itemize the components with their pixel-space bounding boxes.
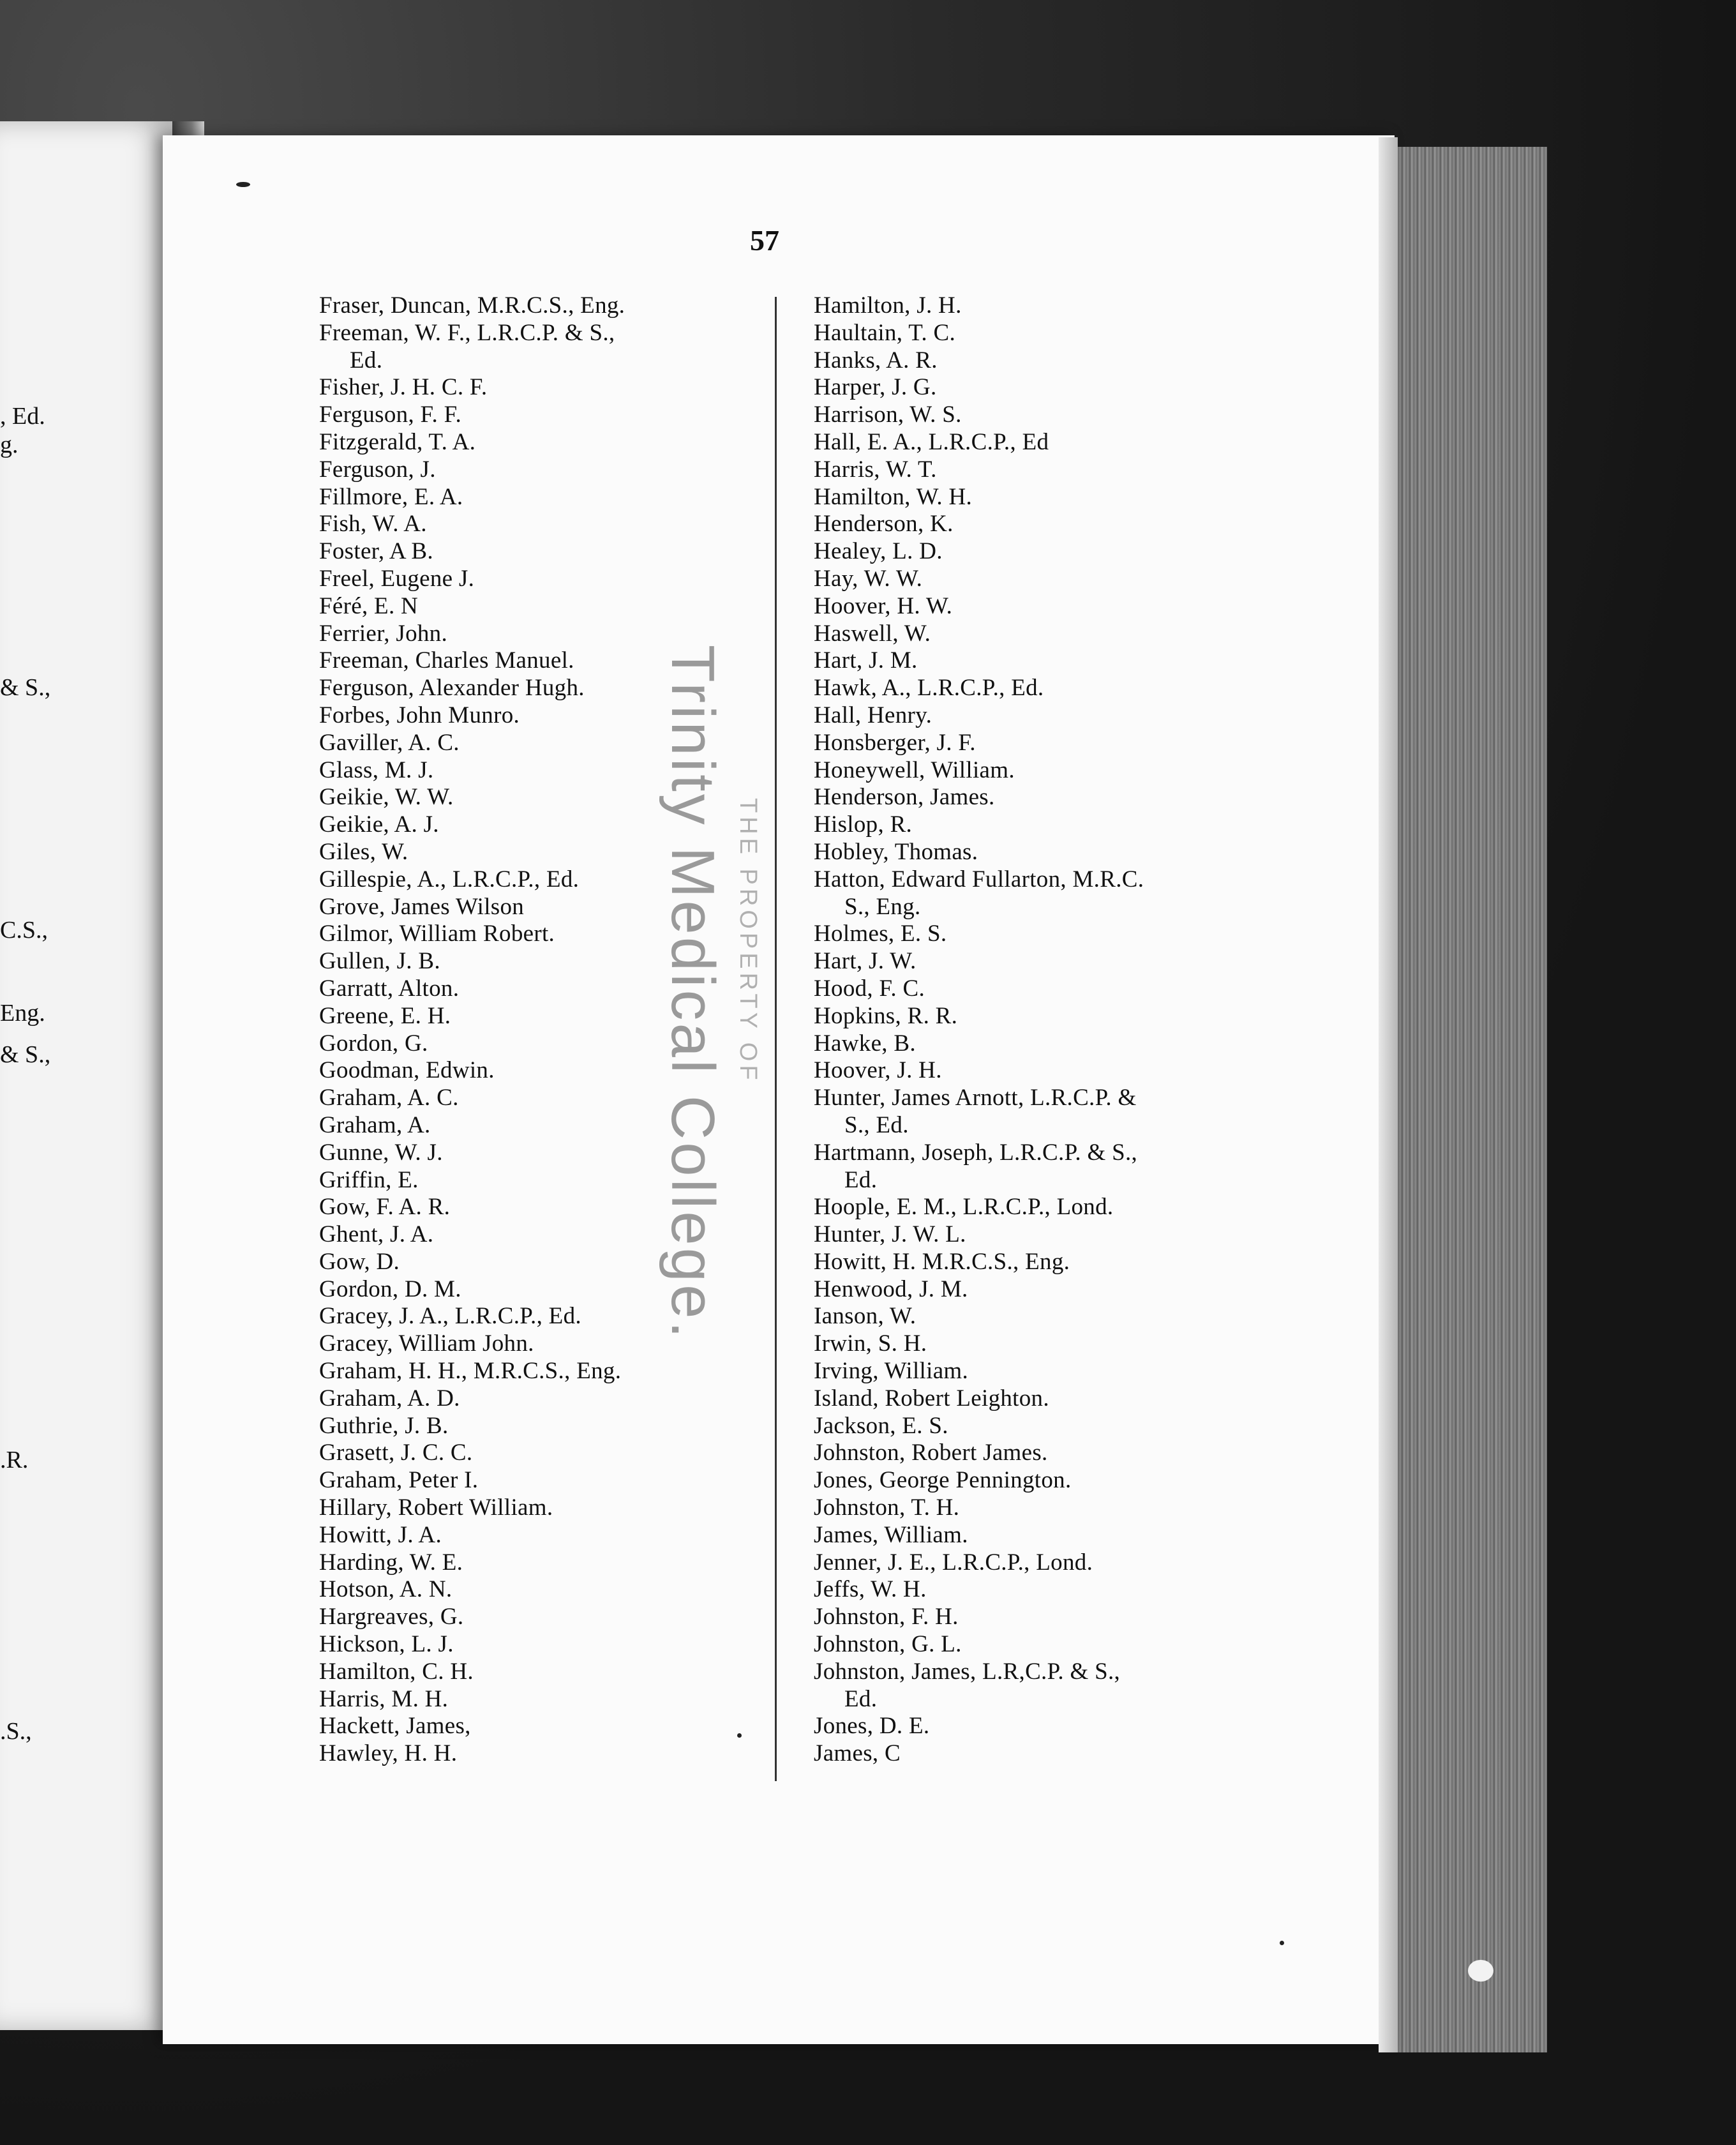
directory-entry: Honsberger, J. F. — [814, 729, 976, 756]
directory-entry: Howitt, J. A. — [319, 1521, 442, 1548]
directory-entry: Haultain, T. C. — [814, 319, 956, 346]
directory-entry: Hamilton, W. H. — [814, 483, 973, 510]
directory-entry: Giles, W. — [319, 838, 408, 865]
directory-entry: Holmes, E. S. — [814, 921, 947, 947]
directory-entry: S., Ed. — [844, 1111, 909, 1138]
page-number: 57 — [750, 224, 779, 257]
directory-entry: Hay, W. W. — [814, 565, 923, 592]
directory-entry: Ferguson, J. — [319, 456, 436, 483]
directory-entry: Johnston, T. H. — [814, 1494, 960, 1521]
directory-entry: Hopkins, R. R. — [814, 1002, 958, 1029]
directory-entry: Harding, W. E. — [319, 1549, 463, 1576]
ink-speck — [737, 1733, 742, 1738]
ink-speck — [1280, 1941, 1284, 1945]
directory-entry: Graham, A. C. — [319, 1085, 459, 1111]
directory-entry: Gillespie, A., L.R.C.P., Ed. — [319, 866, 580, 892]
directory-entry: Hunter, J. W. L. — [814, 1221, 966, 1248]
directory-entry: Hart, J. W. — [814, 948, 917, 975]
left-fragment: C.S., — [0, 917, 48, 944]
directory-entry: Howitt, H. M.R.C.S., Eng. — [814, 1248, 1070, 1275]
directory-entry: Hall, Henry. — [814, 702, 932, 728]
page-fore-edge — [1388, 147, 1547, 2052]
directory-entry: Jenner, J. E., L.R.C.P., Lond. — [814, 1549, 1093, 1576]
directory-entry: Haswell, W. — [814, 620, 931, 647]
directory-entry: James, C — [814, 1740, 901, 1767]
directory-entry: Healey, L. D. — [814, 538, 943, 565]
directory-entry: Fish, W. A. — [319, 511, 427, 538]
directory-entry: Fraser, Duncan, M.R.C.S., Eng. — [319, 292, 625, 319]
directory-entry: Ferrier, John. — [319, 620, 448, 647]
directory-entry: Ferguson, F. F. — [319, 402, 462, 428]
directory-entry: Ed. — [844, 1166, 878, 1193]
directory-entry: Henwood, J. M. — [814, 1276, 968, 1302]
directory-entry: Irwin, S. H. — [814, 1330, 927, 1357]
directory-entry: Hamilton, J. H. — [814, 292, 962, 319]
directory-entry: S., Eng. — [844, 893, 921, 920]
directory-entry: Forbes, John Munro. — [319, 702, 520, 728]
directory-entry: Fillmore, E. A. — [319, 483, 463, 510]
directory-entry: Gracey, J. A., L.R.C.P., Ed. — [319, 1303, 581, 1330]
directory-entry: Goodman, Edwin. — [319, 1057, 495, 1084]
directory-entry: Greene, E. H. — [319, 1002, 451, 1029]
directory-entry: Garratt, Alton. — [319, 975, 460, 1002]
directory-entry: Gracey, William John. — [319, 1330, 534, 1357]
directory-entry: Gaviller, A. C. — [319, 729, 460, 756]
directory-entry: Ed. — [350, 347, 383, 373]
directory-entry: Hawley, H. H. — [319, 1740, 458, 1767]
directory-entry: Gordon, D. M. — [319, 1276, 461, 1302]
directory-entry: Hunter, James Arnott, L.R.C.P. & — [814, 1085, 1137, 1111]
directory-entry: Gullen, J. B. — [319, 948, 440, 975]
directory-entry: Johnston, Robert James. — [814, 1440, 1048, 1466]
directory-entry: Henderson, James. — [814, 784, 995, 811]
directory-entry: Harper, J. G. — [814, 374, 937, 401]
directory-entry: Harris, W. T. — [814, 456, 937, 483]
directory-entry: Griffin, E. — [319, 1166, 419, 1193]
directory-entry: Gunne, W. J. — [319, 1139, 443, 1166]
directory-entry: Graham, A. — [319, 1111, 431, 1138]
directory-entry: Grasett, J. C. C. — [319, 1440, 473, 1466]
directory-entry: Hackett, James, — [319, 1713, 471, 1740]
directory-entry: Gilmor, William Robert. — [319, 921, 555, 947]
directory-entry: Johnston, James, L.R,C.P. & S., — [814, 1658, 1121, 1685]
ink-mark — [236, 182, 250, 187]
directory-entry: Ferguson, Alexander Hugh. — [319, 675, 585, 702]
library-stamp — [657, 645, 785, 1341]
directory-entry: Hillary, Robert William. — [319, 1494, 553, 1521]
previous-page-fragment — [0, 121, 176, 2030]
left-fragment: g. — [0, 432, 19, 458]
directory-entry: Henderson, K. — [814, 511, 954, 538]
directory-entry: Jackson, E. S. — [814, 1412, 948, 1439]
directory-entry: Hatton, Edward Fullarton, M.R.C. — [814, 866, 1144, 892]
directory-entry: Jones, George Pennington. — [814, 1467, 1072, 1494]
directory-entry: Fitzgerald, T. A. — [319, 428, 476, 455]
left-fragment: .R. — [0, 1447, 29, 1473]
directory-entry: Hickson, L. J. — [319, 1631, 454, 1658]
directory-entry: Guthrie, J. B. — [319, 1412, 449, 1439]
directory-entry: Graham, H. H., M.R.C.S., Eng. — [319, 1358, 622, 1385]
directory-entry: Jeffs, W. H. — [814, 1576, 927, 1603]
directory-entry: Geikie, A. J. — [319, 811, 439, 838]
directory-entry: Hoople, E. M., L.R.C.P., Lond. — [814, 1194, 1114, 1221]
directory-entry: Hartmann, Joseph, L.R.C.P. & S., — [814, 1139, 1138, 1166]
left-fragment: & S., — [0, 674, 51, 701]
directory-entry: Hawke, B. — [814, 1030, 916, 1057]
directory-entry: Gow, F. A. R. — [319, 1194, 451, 1221]
directory-entry: Jones, D. E. — [814, 1713, 930, 1740]
directory-entry: Ed. — [844, 1685, 878, 1712]
directory-entry: Foster, A B. — [319, 538, 433, 565]
directory-entry: Freel, Eugene J. — [319, 565, 475, 592]
directory-entry: Hoover, H. W. — [814, 592, 953, 619]
directory-entry: Ianson, W. — [814, 1303, 917, 1330]
directory-entry: James, William. — [814, 1521, 968, 1548]
directory-entry: Hamilton, C. H. — [319, 1658, 474, 1685]
directory-entry: Harris, M. H. — [319, 1685, 449, 1712]
left-fragment: & S., — [0, 1041, 51, 1068]
directory-entry: Geikie, W. W. — [319, 784, 454, 811]
directory-entry: Gow, D. — [319, 1248, 400, 1275]
directory-entry: Gordon, G. — [319, 1030, 428, 1057]
left-fragment: Eng. — [0, 1000, 45, 1027]
directory-entry: Grove, James Wilson — [319, 893, 525, 920]
directory-entry: Fisher, J. H. C. F. — [319, 374, 488, 401]
left-fragment: , Ed. — [0, 403, 45, 430]
directory-entry: Freeman, Charles Manuel. — [319, 647, 574, 674]
directory-entry: Glass, M. J. — [319, 756, 434, 783]
directory-entry: Island, Robert Leighton. — [814, 1385, 1049, 1411]
stamp-property-text: THE PROPERTY OF — [735, 798, 761, 1084]
edge-tear — [1468, 1960, 1493, 1982]
directory-entry: Hawk, A., L.R.C.P., Ed. — [814, 675, 1044, 702]
directory-entry: Hobley, Thomas. — [814, 838, 978, 865]
directory-entry: Ghent, J. A. — [319, 1221, 434, 1248]
directory-entry: Hall, E. A., L.R.C.P., Ed — [814, 428, 1049, 455]
directory-entry: Hislop, R. — [814, 811, 913, 838]
directory-entry: Hart, J. M. — [814, 647, 918, 674]
directory-entry: Graham, Peter I. — [319, 1467, 479, 1494]
directory-entry: Harrison, W. S. — [814, 402, 962, 428]
directory-entry: Johnston, G. L. — [814, 1631, 962, 1658]
directory-entry: Johnston, F. H. — [814, 1604, 959, 1630]
directory-entry: Hanks, A. R. — [814, 347, 938, 373]
left-fragment: .S., — [0, 1718, 32, 1745]
directory-entry: Graham, A. D. — [319, 1385, 460, 1411]
directory-entry: Hoover, J. H. — [814, 1057, 942, 1084]
right-name-column — [814, 292, 1248, 1768]
directory-entry: Irving, William. — [814, 1358, 969, 1385]
directory-entry: Freeman, W. F., L.R.C.P. & S., — [319, 319, 615, 346]
page-edge-shade — [1379, 137, 1398, 2052]
stamp-college-name: Trinity Medical College. — [659, 645, 727, 1341]
directory-entry: Hargreaves, G. — [319, 1604, 464, 1630]
directory-entry: Honeywell, William. — [814, 756, 1015, 783]
directory-entry: Féré, E. N — [319, 592, 419, 619]
directory-entry: Hotson, A. N. — [319, 1576, 453, 1603]
directory-entry: Hood, F. C. — [814, 975, 925, 1002]
